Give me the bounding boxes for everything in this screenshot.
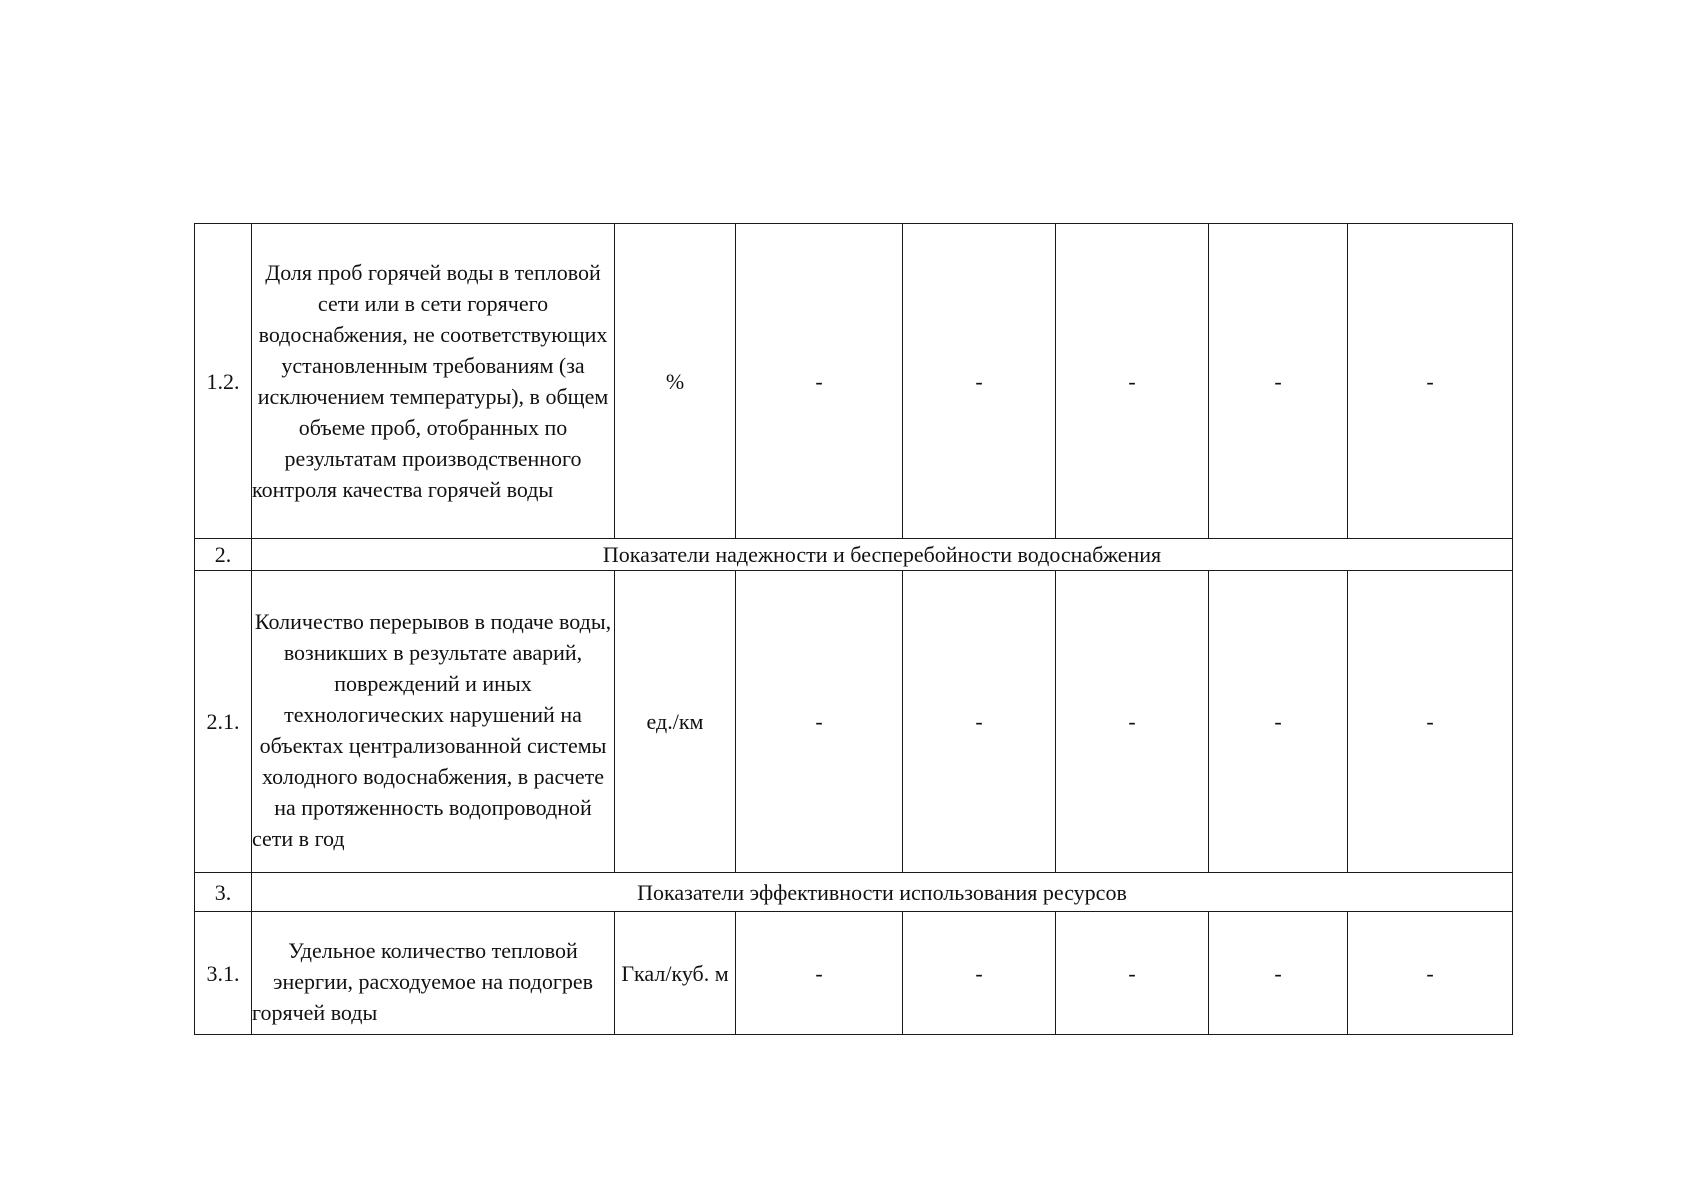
- section-number: 2.: [195, 539, 252, 571]
- value-cell: -: [736, 912, 903, 1035]
- value-cell: -: [1209, 571, 1348, 873]
- value-cell: -: [736, 571, 903, 873]
- value-cell: -: [1056, 912, 1209, 1035]
- section-row: [195, 539, 1513, 571]
- row-number: 1.2.: [195, 224, 252, 539]
- value-cell: -: [903, 571, 1056, 873]
- row-number: 3.1.: [195, 912, 252, 1035]
- indicator-description: Количество перерывов в подаче воды, возникших в результате аварий, повреждений и иных технологических нарушений на объектах централизованной системы холодного водоснабжения, в расчете на протяженность водопроводной сети в год: [252, 571, 615, 873]
- table-row: [195, 224, 1513, 539]
- section-row: [195, 873, 1513, 912]
- section-number: 3.: [195, 873, 252, 912]
- unit-cell: ед./км: [615, 571, 736, 873]
- section-title: Показатели эффективности использования ресурсов: [252, 873, 1513, 912]
- value-cell: -: [736, 224, 903, 539]
- unit-cell: %: [615, 224, 736, 539]
- table-row: [195, 912, 1513, 1035]
- indicator-description: Удельное количество тепловой энергии, расходуемое на подогрев горячей воды: [252, 912, 615, 1035]
- section-title: Показатели надежности и бесперебойности водоснабжения: [252, 539, 1513, 571]
- row-number: 2.1.: [195, 571, 252, 873]
- table-row: [195, 571, 1513, 873]
- value-cell: -: [1209, 224, 1348, 539]
- indicators-table: [194, 223, 1513, 1035]
- value-cell: -: [903, 912, 1056, 1035]
- value-cell: -: [903, 224, 1056, 539]
- value-cell: -: [1348, 571, 1513, 873]
- value-cell: -: [1348, 912, 1513, 1035]
- value-cell: -: [1348, 224, 1513, 539]
- unit-cell: Гкал/куб. м: [615, 912, 736, 1035]
- value-cell: -: [1209, 912, 1348, 1035]
- indicator-description: Доля проб горячей воды в тепловой сети или в сети горячего водоснабжения, не соответствующих установленным требованиям (за исключением температуры), в общем объеме проб, отобранных по результатам производственного контроля качества горячей воды: [252, 224, 615, 539]
- value-cell: -: [1056, 224, 1209, 539]
- value-cell: -: [1056, 571, 1209, 873]
